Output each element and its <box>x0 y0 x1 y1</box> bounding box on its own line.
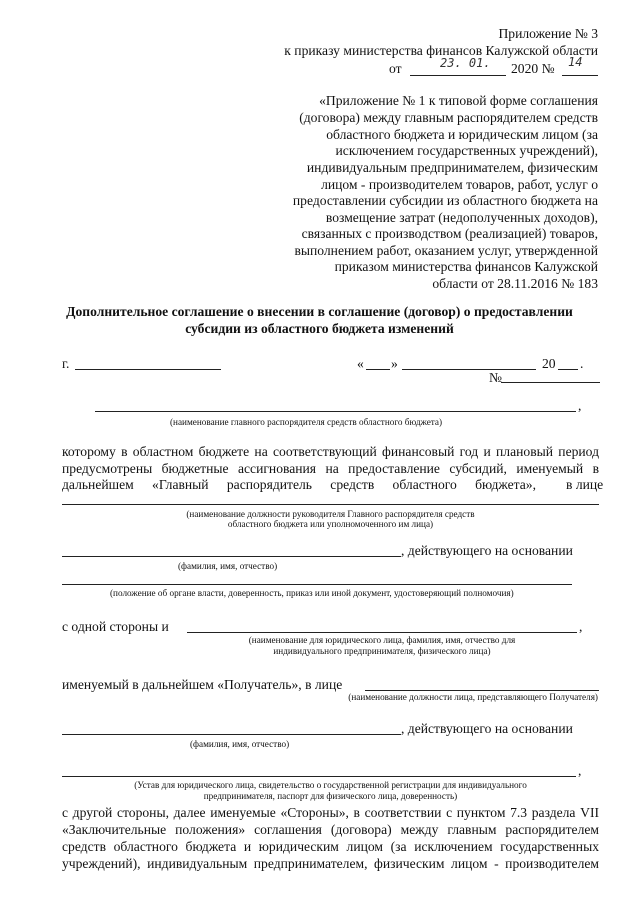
quote-line: лицом - производителем товаров, работ, услуг о <box>321 177 598 192</box>
document-title-line: Дополнительное соглашение о внесении в соглашение (договор) о предоставлении <box>66 304 573 319</box>
caption-authority: (положение об органе власти, доверенность, приказ или иной документ, удостоверяющий полномочия) <box>110 588 514 598</box>
handwritten-date: 23. 01. <box>440 56 491 70</box>
from-label: от <box>389 61 402 76</box>
body-line: средств областного бюджета и юридическим лицом (за исключением государственных <box>62 839 599 854</box>
number-label: № <box>489 370 502 385</box>
charter-underline[interactable] <box>62 776 576 777</box>
date-underline <box>410 75 506 76</box>
body-line: дальнейшем «Главный распорядитель средств областного бюджета», <box>62 477 536 492</box>
body-line-end: в лице <box>566 477 604 492</box>
recipient-underline[interactable] <box>187 632 577 633</box>
quote-line: возмещение затрат (недополученных доходов), <box>325 210 598 225</box>
body-line: с другой стороны, далее именуемые «Стороны», в соответствии с пунктом 7.3 раздела VII <box>62 805 599 820</box>
quote-line: области от 28.11.2016 № 183 <box>432 276 598 291</box>
quote-line: областного бюджета и юридическим лицом (за <box>326 127 598 142</box>
year-underline[interactable] <box>558 369 578 370</box>
recipient-named-label: именуемый в дальнейшем «Получатель», в лице <box>62 677 343 692</box>
authority-underline[interactable] <box>62 584 572 585</box>
caption-recipient-position: (наименование должности лица, представляющего Получателя) <box>348 692 598 702</box>
date-close-quote: » <box>391 356 398 371</box>
quote-line: выполнением работ, оказанием услуг, утвержденной <box>294 243 598 258</box>
body-line: которому в областном бюджете на соответствующий финансовый год и плановый период <box>62 444 599 459</box>
head-position-underline[interactable] <box>62 504 599 505</box>
one-side-label: с одной стороны и <box>62 619 169 634</box>
day-underline[interactable] <box>366 369 390 370</box>
caption-head-position: областного бюджета или уполномоченного им лица) <box>227 519 434 529</box>
order-line: к приказу министерства финансов Калужской области <box>284 43 598 58</box>
caption-charter: (Устав для юридического лица, свидетельство о государственной регистрации для индивидуального <box>134 780 527 790</box>
caption-distributor: (наименование главного распорядителя средств областного бюджета) <box>170 417 443 427</box>
fio-underline[interactable] <box>62 556 401 557</box>
quote-line: связанных с производством (реализацией) товаров, <box>301 226 598 241</box>
quote-line: приказом министерства финансов Калужской <box>334 259 598 274</box>
caption-head-position: (наименование должности руководителя Главного распорядителя средств <box>186 509 475 519</box>
quote-line: индивидуальным предпринимателем, физическим <box>306 160 598 175</box>
year-label: 20 <box>542 356 556 371</box>
date-open-quote: « <box>357 356 364 371</box>
quote-line: (договора) между главным распорядителем средств <box>299 110 598 125</box>
body-line: учреждений), индивидуальным предпринимателем, физическим лицом - производителем <box>62 856 599 871</box>
quote-line: «Приложение № 1 к типовой форме соглашения <box>319 93 598 108</box>
number-underline <box>562 75 598 76</box>
caption-fio: (фамилия, имя, отчество) <box>178 561 278 571</box>
distributor-underline[interactable] <box>95 411 576 412</box>
document-page: Приложение № 3 к приказу министерства финансов Калужской области от 23. 01. 2020 № 14 «Приложение № 1 к типовой форме соглашения (договора) между главным распорядителем средств областного бюджета и юридическим лицом (за исключением государственных учреждений), индивидуальным предпринимателем, физическим лицом - производителем товаров, работ, услуг о предоставлении субсидии из областного бюджета на возмещение затрат (недополученных доходов), связанных с производством (реализацией) товаров, выполнением работ, оказанием услуг, утвержденной приказом министерства финансов Калужской области от 28.11.2016 № 183 Дополнительное соглашение о внесении в соглашение (договор) о предоставлении субсидии из областного бюджета изменений г. « » 20 . № , (наименование главного распорядителя средств областного бюджета) которому в областном бюджете на соответствующий финансовый год и плановый период предусмотрены бюджетные ассигнования на предоставление субсидий, именуемый в дальнейшем «Главный распорядитель средств областного бюджета», в лице (наименование должности руководителя Главного распорядителя средств областного бюджета или уполномоченного им лица) , действующего на основании (фамилия, имя, отчество) (положение об органе власти, доверенность, приказ или иной документ, удостоверяющий полномочия) с одной стороны и , (наименование для юридического лица, фамилия, имя, отчество для индивидуального предпринимателя, физического лица) именуемый в дальнейшем «Получатель», в лице (наименование должности лица, представляющего Получателя) , действующего на основании (фамилия, имя, отчество) , (Устав для юридического лица, свидетельство о государственной регистрации для индивидуального предпринимателя, паспорт для физического лица, доверенность) с другой стороны, далее именуемые «Стороны», в соответствии с пунктом 7.3 раздела VII «Заключительные положения» соглашения (договора) между главным распорядителем средств областного бюджета и юридическим лицом (за исключением государственных учреждений), индивидуальным предпринимателем, физическим лицом - производителем <box>0 0 639 905</box>
month-underline[interactable] <box>402 369 536 370</box>
document-title-line: субсидии из областного бюджета изменений <box>185 321 454 336</box>
caption-charter: предпринимателя, паспорт для физического лица, доверенность) <box>203 791 458 801</box>
quote-line: исключением государственных учреждений), <box>335 143 598 158</box>
year-number-label: 2020 № <box>511 61 555 76</box>
acting-label: , действующего на основании <box>401 543 573 558</box>
caption-recipient: (наименование для юридического лица, фамилия, имя, отчество для <box>248 635 516 645</box>
appendix-label: Приложение № 3 <box>498 26 598 41</box>
fio2-underline[interactable] <box>62 734 401 735</box>
acting-label-2: , действующего на основании <box>401 721 573 736</box>
caption-fio2: (фамилия, имя, отчество) <box>190 739 290 749</box>
quote-line: предоставлении субсидии из областного бюджета на <box>292 193 598 208</box>
handwritten-number: 14 <box>568 55 583 69</box>
body-line: предусмотрены бюджетные ассигнования на предоставление субсидий, именуемый в <box>62 461 599 476</box>
body-line: «Заключительные положения» соглашения (договора) между главным распорядителем <box>62 822 599 837</box>
recipient-position-underline[interactable] <box>365 690 599 691</box>
place-underline[interactable] <box>75 369 221 370</box>
place-label: г. <box>62 356 70 371</box>
caption-recipient: индивидуального предпринимателя, физического лица) <box>273 646 491 656</box>
agreement-number-underline[interactable] <box>501 382 600 383</box>
